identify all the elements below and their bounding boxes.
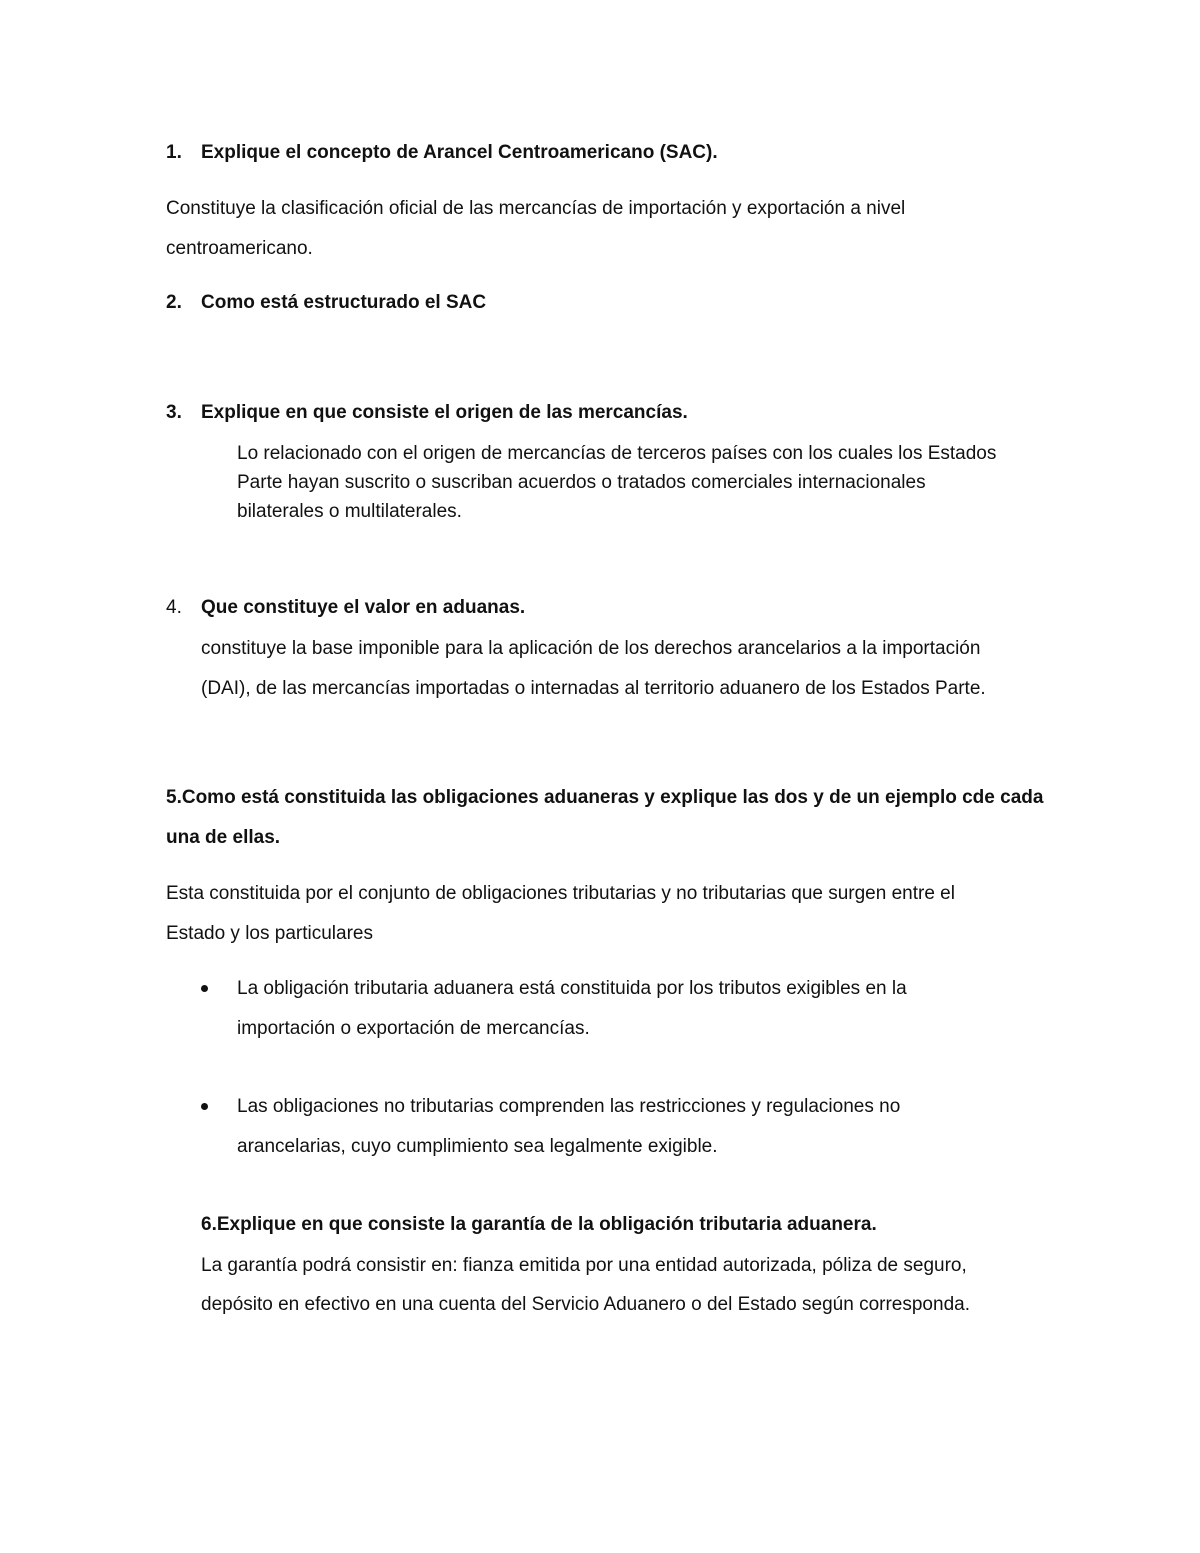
q1-number: 1. [166,142,182,163]
q5-bullet-2-line-1: Las obligaciones no tributarias comprenden las restricciones y regulaciones no [237,1096,901,1117]
q1-answer-line-2: centroamericano. [166,238,313,259]
q6-answer-line-1: La garantía podrá consistir en: fianza emitida por una entidad autorizada, póliza de seguro, [201,1255,967,1276]
bullet-icon [201,985,208,992]
q4-answer-line-1: constituye la base imponible para la aplicación de los derechos arancelarios a la importación [201,638,981,659]
q3-heading: Explique en que consiste el origen de las mercancías. [201,402,688,423]
q5-heading-line-2: una de ellas. [166,827,281,848]
q1-answer-line-1: Constituye la clasificación oficial de las mercancías de importación y exportación a nivel [166,198,906,219]
q3-answer-line-2: Parte hayan suscrito o suscriban acuerdos o tratados comerciales internacionales [237,472,926,493]
q5-bullet-2-line-2: arancelarias, cuyo cumplimiento sea legalmente exigible. [237,1136,718,1157]
q2-number: 2. [166,292,182,313]
q5-answer-line-1: Esta constituida por el conjunto de obligaciones tributarias y no tributarias que surgen entre el [166,883,955,904]
q5-heading-line-1: 5.Como está constituida las obligaciones aduaneras y explique las dos y de un ejemplo cde cada [166,787,1044,808]
q6-answer-line-2: depósito en efectivo en una cuenta del Servicio Aduanero o del Estado según corresponda. [201,1294,970,1315]
q5-bullet-1-line-1: La obligación tributaria aduanera está constituida por los tributos exigibles en la [237,978,907,999]
q5-answer-line-2: Estado y los particulares [166,923,373,944]
q4-number: 4. [166,597,182,618]
q2-heading: Como está estructurado el SAC [201,292,487,313]
q6-heading: 6.Explique en que consiste la garantía de la obligación tributaria aduanera. [201,1214,877,1235]
q3-answer-line-3: bilaterales o multilaterales. [237,501,462,522]
q4-answer-line-2: (DAI), de las mercancías importadas o internadas al territorio aduanero de los Estados Parte. [201,678,986,699]
q1-heading: Explique el concepto de Arancel Centroamericano (SAC). [201,142,718,163]
q4-heading: Que constituye el valor en aduanas. [201,597,526,618]
q3-answer-line-1: Lo relacionado con el origen de mercancías de terceros países con los cuales los Estados [237,443,997,464]
q3-number: 3. [166,402,182,423]
q5-bullet-1-line-2: importación o exportación de mercancías. [237,1018,590,1039]
bullet-icon [201,1103,208,1110]
